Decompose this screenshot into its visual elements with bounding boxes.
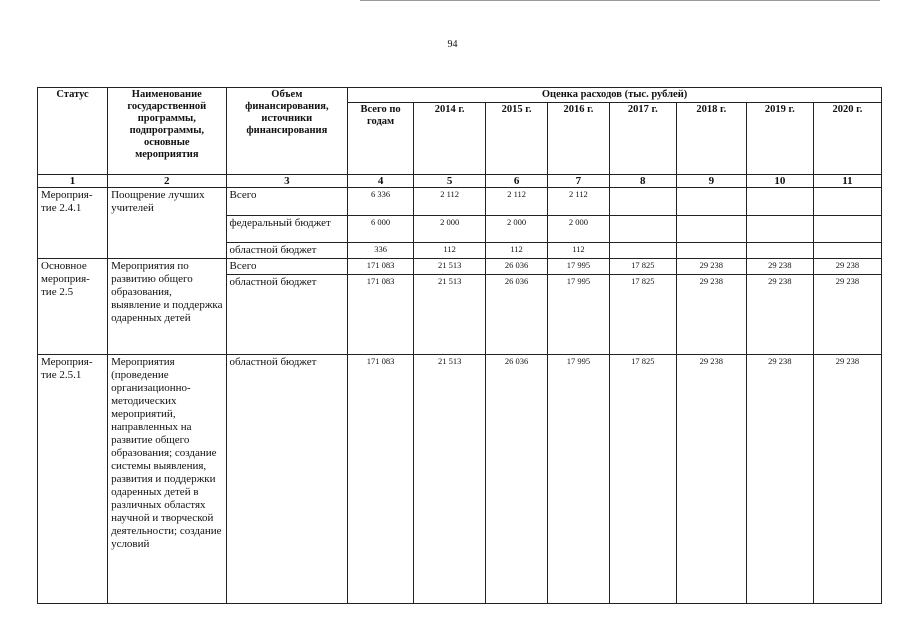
value-2015: 2 000 [486,216,548,243]
header-year-2020: 2020 г. [813,103,881,175]
value-2018: 29 238 [676,355,746,604]
value-2017 [609,188,676,216]
value-2019 [746,216,813,243]
value-2017 [609,216,676,243]
value-2015: 26 036 [486,355,548,604]
column-number: 8 [609,175,676,188]
source-cell: Всего [226,188,348,216]
table-row [38,188,882,216]
source-cell: Всего [226,259,348,275]
value-2015: 112 [486,243,548,259]
value-2016: 17 995 [548,275,610,355]
header-estimate: Оценка расходов (тыс. рублей) [348,88,882,103]
column-number: 10 [746,175,813,188]
value-2015: 2 112 [486,188,548,216]
value-2016: 17 995 [548,259,610,275]
value-2016: 2 112 [548,188,610,216]
header-year-2016: 2016 г. [548,103,610,175]
name-cell: Мероприятия (проведение организационно-методических мероприятий, направленных на развитие общего образования; создание системы выявления, развития и поддержки одаренных детей в различных областях научной и творческой деятельности; создание условий [108,355,226,604]
value-2019: 29 238 [746,259,813,275]
column-number: 5 [414,175,486,188]
column-number: 11 [813,175,881,188]
value-2018 [676,216,746,243]
value-2016: 2 000 [548,216,610,243]
value-2015: 26 036 [486,259,548,275]
value-total: 6 336 [348,188,414,216]
value-2018: 29 238 [676,275,746,355]
value-2014: 2 000 [414,216,486,243]
value-total: 171 083 [348,275,414,355]
column-number: 7 [548,175,610,188]
source-cell: федеральный бюджет [226,216,348,243]
value-2020: 29 238 [813,355,881,604]
header-year-2018: 2018 г. [676,103,746,175]
value-2020 [813,216,881,243]
value-2014: 21 513 [414,355,486,604]
value-2018 [676,188,746,216]
header-volume: Объем финансирования, источники финансирования [226,88,348,175]
value-2014: 112 [414,243,486,259]
value-total: 336 [348,243,414,259]
value-total: 171 083 [348,259,414,275]
status-cell: Мероприя-тие 2.5.1 [38,355,108,604]
value-2015: 26 036 [486,275,548,355]
value-2017 [609,243,676,259]
value-2017: 17 825 [609,259,676,275]
header-name: Наименование государственной программы, подпрограммы, основные мероприятия [108,88,226,175]
value-2019: 29 238 [746,355,813,604]
value-2016: 112 [548,243,610,259]
value-2019: 29 238 [746,275,813,355]
value-2014: 21 513 [414,259,486,275]
source-cell: областной бюджет [226,355,348,604]
header-year-2017: 2017 г. [609,103,676,175]
column-number: 4 [348,175,414,188]
column-number: 2 [108,175,226,188]
name-cell: Поощрение лучших учителей [108,188,226,259]
status-cell: Основное мероприя-тие 2.5 [38,259,108,355]
status-cell: Мероприя-тие 2.4.1 [38,188,108,259]
value-2014: 2 112 [414,188,486,216]
value-2020 [813,243,881,259]
column-number: 6 [486,175,548,188]
value-2017: 17 825 [609,275,676,355]
header-year-2014: 2014 г. [414,103,486,175]
value-2018: 29 238 [676,259,746,275]
header-year-2019: 2019 г. [746,103,813,175]
value-2019 [746,188,813,216]
page-number: 94 [447,39,458,50]
value-2020 [813,188,881,216]
scan-edge-line [360,0,880,1]
header-total: Всего по годам [348,103,414,175]
column-number-row [38,175,882,188]
value-2018 [676,243,746,259]
value-2014: 21 513 [414,275,486,355]
column-number: 9 [676,175,746,188]
value-total: 171 083 [348,355,414,604]
table-row [38,355,882,604]
value-total: 6 000 [348,216,414,243]
table-row [38,259,882,275]
value-2020: 29 238 [813,259,881,275]
column-number: 1 [38,175,108,188]
header-status: Статус [38,88,108,175]
source-cell: областной бюджет [226,243,348,259]
value-2020: 29 238 [813,275,881,355]
value-2016: 17 995 [548,355,610,604]
value-2017: 17 825 [609,355,676,604]
name-cell: Мероприятия по развитию общего образования, выявление и поддержка одаренных детей [108,259,226,355]
value-2019 [746,243,813,259]
source-cell: областной бюджет [226,275,348,355]
header-year-2015: 2015 г. [486,103,548,175]
budget-table [37,87,882,604]
column-number: 3 [226,175,348,188]
